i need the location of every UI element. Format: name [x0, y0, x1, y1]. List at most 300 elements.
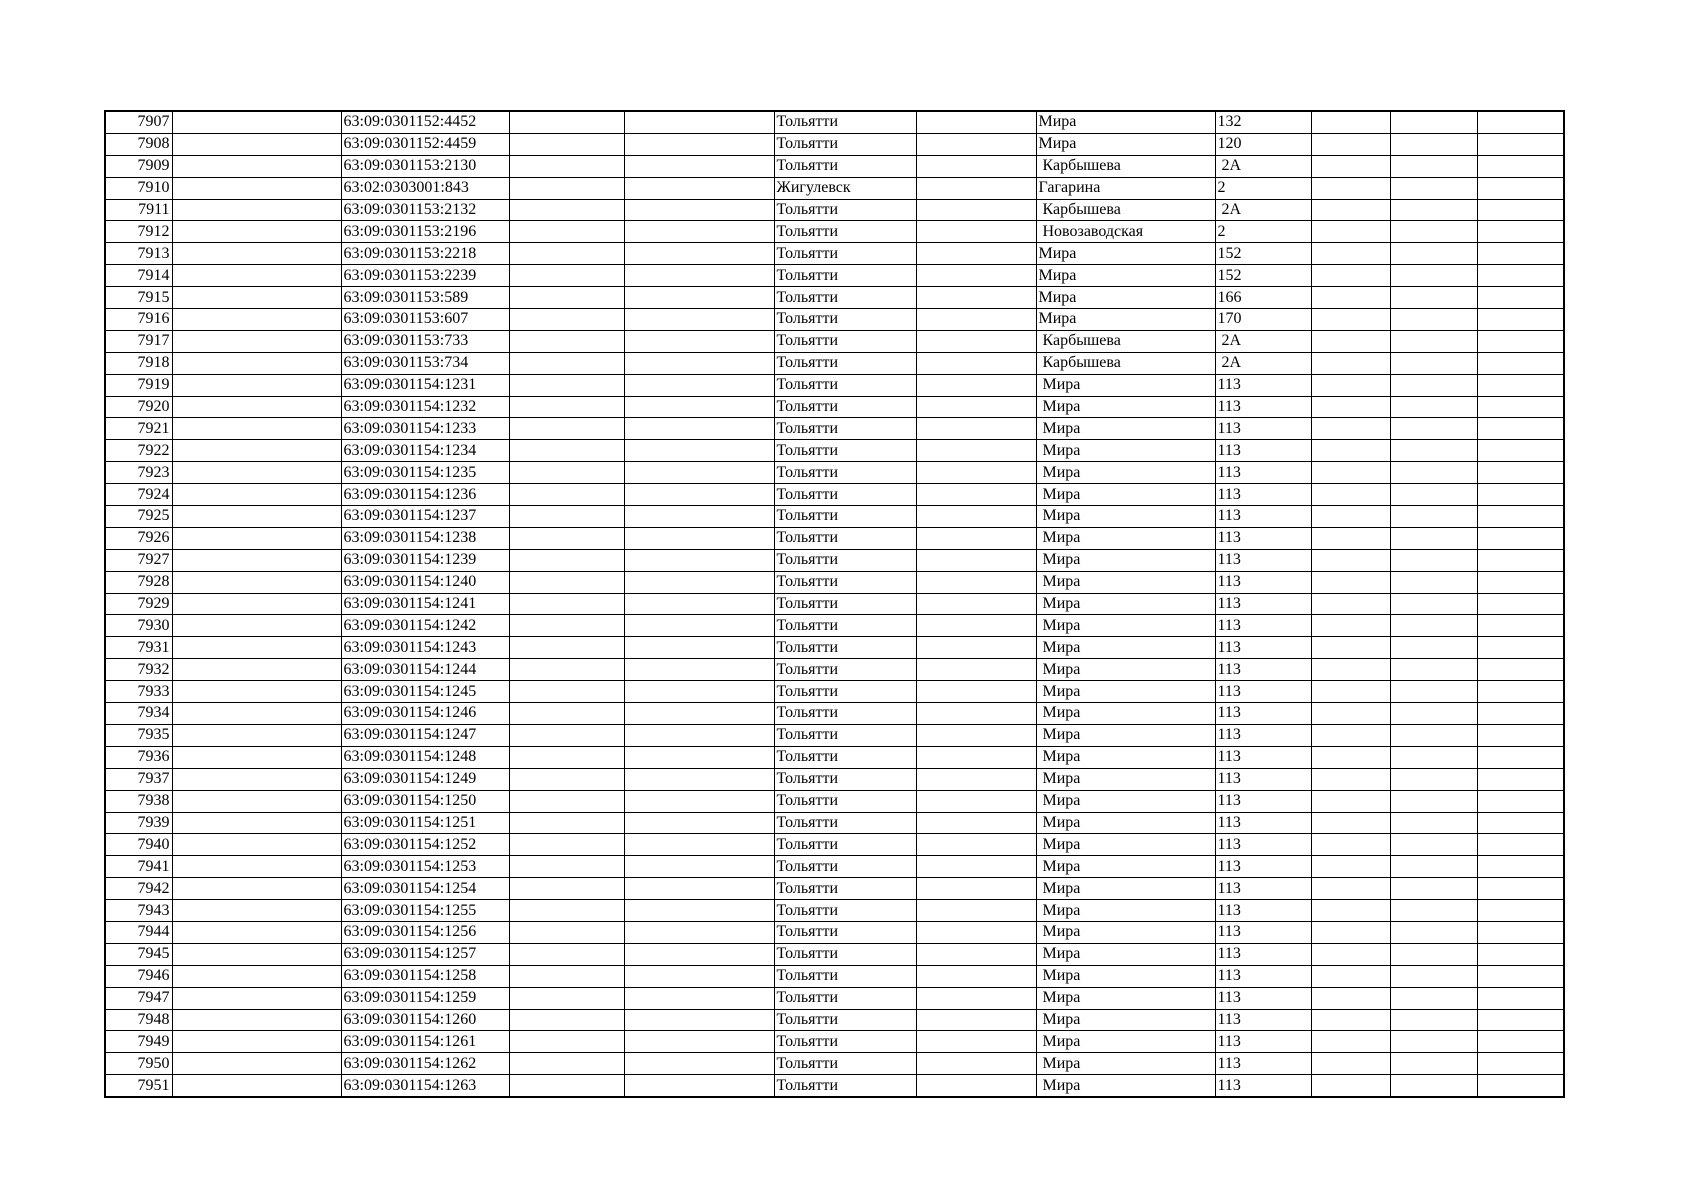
empty-cell [509, 703, 624, 725]
empty-cell [509, 571, 624, 593]
empty-cell [916, 133, 1036, 155]
empty-cell [172, 506, 341, 528]
city-cell: Тольятти [774, 1031, 916, 1053]
city-cell: Тольятти [774, 440, 916, 462]
cadastral-number-cell: 63:09:0301154:1236 [341, 484, 509, 506]
city-cell: Тольятти [774, 1009, 916, 1031]
empty-cell [916, 637, 1036, 659]
street-cell: Мира [1036, 615, 1215, 637]
table-row [105, 484, 1564, 506]
house-cell: 2А [1215, 155, 1311, 177]
house-cell: 113 [1215, 659, 1311, 681]
cadastral-number-cell: 63:09:0301153:589 [341, 287, 509, 309]
city-cell: Тольятти [774, 615, 916, 637]
city-cell: Тольятти [774, 637, 916, 659]
house-cell: 113 [1215, 374, 1311, 396]
empty-cell [1390, 1009, 1477, 1031]
empty-cell [916, 921, 1036, 943]
table-row [105, 900, 1564, 922]
table-row [105, 506, 1564, 528]
empty-cell [509, 965, 624, 987]
empty-cell [1311, 177, 1390, 199]
table-row [105, 681, 1564, 703]
street-cell: Мира [1036, 943, 1215, 965]
empty-cell [172, 768, 341, 790]
row-number-cell: 7917 [105, 330, 172, 352]
street-cell: Карбышева [1036, 155, 1215, 177]
house-cell: 113 [1215, 549, 1311, 571]
house-cell: 152 [1215, 265, 1311, 287]
empty-cell [172, 746, 341, 768]
empty-cell [172, 221, 341, 243]
empty-cell [624, 856, 774, 878]
cadastral-number-cell: 63:09:0301154:1251 [341, 812, 509, 834]
table-row [105, 243, 1564, 265]
house-cell: 132 [1215, 111, 1311, 133]
table-body [105, 111, 1564, 1097]
street-cell: Мира [1036, 921, 1215, 943]
table-row [105, 133, 1564, 155]
empty-cell [1390, 834, 1477, 856]
empty-cell [1477, 418, 1564, 440]
house-cell: 113 [1215, 615, 1311, 637]
row-number-cell: 7941 [105, 856, 172, 878]
house-cell: 113 [1215, 921, 1311, 943]
empty-cell [509, 681, 624, 703]
house-cell: 113 [1215, 571, 1311, 593]
empty-cell [916, 352, 1036, 374]
empty-cell [1477, 834, 1564, 856]
table-row [105, 309, 1564, 331]
empty-cell [1477, 155, 1564, 177]
street-cell: Мира [1036, 900, 1215, 922]
empty-cell [1311, 396, 1390, 418]
empty-cell [1390, 549, 1477, 571]
table-row [105, 790, 1564, 812]
empty-cell [1311, 724, 1390, 746]
empty-cell [172, 790, 341, 812]
table-row [105, 637, 1564, 659]
empty-cell [1477, 943, 1564, 965]
empty-cell [172, 396, 341, 418]
empty-cell [1477, 527, 1564, 549]
street-cell: Мира [1036, 1075, 1215, 1097]
street-cell: Мира [1036, 243, 1215, 265]
empty-cell [1477, 681, 1564, 703]
cadastral-number-cell: 63:09:0301154:1253 [341, 856, 509, 878]
empty-cell [1390, 199, 1477, 221]
empty-cell [509, 265, 624, 287]
empty-cell [1477, 856, 1564, 878]
empty-cell [509, 111, 624, 133]
city-cell: Тольятти [774, 330, 916, 352]
empty-cell [1390, 440, 1477, 462]
street-cell: Мира [1036, 878, 1215, 900]
row-number-cell: 7940 [105, 834, 172, 856]
city-cell: Тольятти [774, 133, 916, 155]
cadastral-number-cell: 63:09:0301154:1260 [341, 1009, 509, 1031]
empty-cell [1390, 177, 1477, 199]
empty-cell [1390, 878, 1477, 900]
empty-cell [1477, 549, 1564, 571]
empty-cell [1390, 243, 1477, 265]
empty-cell [916, 1009, 1036, 1031]
row-number-cell: 7911 [105, 199, 172, 221]
street-cell: Мира [1036, 856, 1215, 878]
empty-cell [1390, 571, 1477, 593]
cadastral-number-cell: 63:09:0301154:1256 [341, 921, 509, 943]
empty-cell [624, 1053, 774, 1075]
empty-cell [509, 549, 624, 571]
house-cell: 113 [1215, 834, 1311, 856]
city-cell: Тольятти [774, 1053, 916, 1075]
cadastral-number-cell: 63:09:0301154:1262 [341, 1053, 509, 1075]
empty-cell [1311, 221, 1390, 243]
empty-cell [1477, 921, 1564, 943]
row-number-cell: 7950 [105, 1053, 172, 1075]
empty-cell [509, 484, 624, 506]
row-number-cell: 7913 [105, 243, 172, 265]
empty-cell [172, 878, 341, 900]
empty-cell [916, 418, 1036, 440]
table-row [105, 812, 1564, 834]
empty-cell [172, 330, 341, 352]
row-number-cell: 7919 [105, 374, 172, 396]
row-number-cell: 7920 [105, 396, 172, 418]
city-cell: Тольятти [774, 484, 916, 506]
empty-cell [1390, 900, 1477, 922]
table-row [105, 287, 1564, 309]
empty-cell [1311, 834, 1390, 856]
empty-cell [1390, 309, 1477, 331]
empty-cell [916, 243, 1036, 265]
empty-cell [624, 374, 774, 396]
street-cell: Мира [1036, 309, 1215, 331]
house-cell: 113 [1215, 724, 1311, 746]
empty-cell [624, 199, 774, 221]
empty-cell [1477, 352, 1564, 374]
row-number-cell: 7922 [105, 440, 172, 462]
empty-cell [1477, 659, 1564, 681]
row-number-cell: 7921 [105, 418, 172, 440]
house-cell: 2 [1215, 221, 1311, 243]
cadastral-number-cell: 63:09:0301154:1255 [341, 900, 509, 922]
street-cell: Мира [1036, 111, 1215, 133]
city-cell: Тольятти [774, 374, 916, 396]
empty-cell [172, 374, 341, 396]
row-number-cell: 7930 [105, 615, 172, 637]
empty-cell [624, 396, 774, 418]
cadastral-number-cell: 63:09:0301154:1233 [341, 418, 509, 440]
empty-cell [916, 878, 1036, 900]
empty-cell [1477, 768, 1564, 790]
registry-table [104, 110, 1565, 1098]
street-cell: Мира [1036, 418, 1215, 440]
city-cell: Тольятти [774, 593, 916, 615]
empty-cell [1477, 330, 1564, 352]
empty-cell [916, 681, 1036, 703]
house-cell: 113 [1215, 790, 1311, 812]
cadastral-number-cell: 63:09:0301153:2239 [341, 265, 509, 287]
table-row [105, 462, 1564, 484]
house-cell: 113 [1215, 965, 1311, 987]
table-row [105, 878, 1564, 900]
cadastral-number-cell: 63:09:0301154:1252 [341, 834, 509, 856]
house-cell: 113 [1215, 878, 1311, 900]
empty-cell [509, 878, 624, 900]
empty-cell [624, 812, 774, 834]
empty-cell [916, 111, 1036, 133]
cadastral-number-cell: 63:09:0301154:1238 [341, 527, 509, 549]
empty-cell [916, 987, 1036, 1009]
empty-cell [509, 790, 624, 812]
house-cell: 113 [1215, 418, 1311, 440]
empty-cell [1311, 987, 1390, 1009]
empty-cell [1477, 1009, 1564, 1031]
empty-cell [1311, 1009, 1390, 1031]
empty-cell [172, 1031, 341, 1053]
empty-cell [916, 199, 1036, 221]
table-row [105, 856, 1564, 878]
table-row [105, 221, 1564, 243]
empty-cell [1477, 746, 1564, 768]
empty-cell [1390, 330, 1477, 352]
table-row [105, 111, 1564, 133]
empty-cell [1477, 615, 1564, 637]
empty-cell [509, 1053, 624, 1075]
empty-cell [172, 637, 341, 659]
empty-cell [172, 111, 341, 133]
row-number-cell: 7931 [105, 637, 172, 659]
house-cell: 113 [1215, 987, 1311, 1009]
house-cell: 113 [1215, 681, 1311, 703]
empty-cell [1311, 527, 1390, 549]
table-row [105, 724, 1564, 746]
street-cell: Мира [1036, 571, 1215, 593]
empty-cell [624, 1075, 774, 1097]
house-cell: 2А [1215, 199, 1311, 221]
empty-cell [1311, 878, 1390, 900]
city-cell: Тольятти [774, 768, 916, 790]
empty-cell [624, 221, 774, 243]
empty-cell [172, 309, 341, 331]
empty-cell [509, 593, 624, 615]
house-cell: 2А [1215, 352, 1311, 374]
empty-cell [916, 484, 1036, 506]
cadastral-number-cell: 63:09:0301154:1261 [341, 1031, 509, 1053]
empty-cell [1477, 506, 1564, 528]
empty-cell [624, 462, 774, 484]
house-cell: 2 [1215, 177, 1311, 199]
empty-cell [1311, 790, 1390, 812]
empty-cell [1477, 396, 1564, 418]
empty-cell [1390, 1075, 1477, 1097]
empty-cell [1390, 506, 1477, 528]
cadastral-number-cell: 63:09:0301154:1244 [341, 659, 509, 681]
empty-cell [1311, 768, 1390, 790]
empty-cell [624, 703, 774, 725]
table-row [105, 965, 1564, 987]
empty-cell [509, 637, 624, 659]
empty-cell [1311, 155, 1390, 177]
empty-cell [624, 177, 774, 199]
street-cell: Мира [1036, 724, 1215, 746]
house-cell: 113 [1215, 462, 1311, 484]
empty-cell [1311, 615, 1390, 637]
row-number-cell: 7947 [105, 987, 172, 1009]
empty-cell [624, 484, 774, 506]
house-cell: 113 [1215, 1075, 1311, 1097]
empty-cell [1477, 484, 1564, 506]
empty-cell [624, 265, 774, 287]
empty-cell [509, 287, 624, 309]
empty-cell [172, 287, 341, 309]
empty-cell [916, 177, 1036, 199]
empty-cell [1311, 746, 1390, 768]
row-number-cell: 7943 [105, 900, 172, 922]
row-number-cell: 7912 [105, 221, 172, 243]
empty-cell [172, 965, 341, 987]
house-cell: 113 [1215, 943, 1311, 965]
empty-cell [1390, 418, 1477, 440]
empty-cell [1311, 287, 1390, 309]
empty-cell [172, 484, 341, 506]
empty-cell [1477, 1053, 1564, 1075]
street-cell: Мира [1036, 549, 1215, 571]
empty-cell [1477, 703, 1564, 725]
street-cell: Карбышева [1036, 330, 1215, 352]
empty-cell [1477, 111, 1564, 133]
cadastral-number-cell: 63:09:0301154:1235 [341, 462, 509, 484]
empty-cell [509, 746, 624, 768]
city-cell: Тольятти [774, 943, 916, 965]
empty-cell [624, 615, 774, 637]
street-cell: Мира [1036, 506, 1215, 528]
empty-cell [624, 987, 774, 1009]
empty-cell [916, 593, 1036, 615]
city-cell: Тольятти [774, 834, 916, 856]
empty-cell [172, 462, 341, 484]
empty-cell [624, 155, 774, 177]
street-cell: Новозаводская [1036, 221, 1215, 243]
house-cell: 113 [1215, 593, 1311, 615]
table-row [105, 746, 1564, 768]
empty-cell [509, 615, 624, 637]
street-cell: Мира [1036, 965, 1215, 987]
city-cell: Тольятти [774, 965, 916, 987]
table-row [105, 527, 1564, 549]
house-cell: 113 [1215, 856, 1311, 878]
city-cell: Тольятти [774, 243, 916, 265]
street-cell: Мира [1036, 637, 1215, 659]
street-cell: Мира [1036, 265, 1215, 287]
empty-cell [1311, 418, 1390, 440]
row-number-cell: 7909 [105, 155, 172, 177]
empty-cell [509, 177, 624, 199]
city-cell: Тольятти [774, 527, 916, 549]
empty-cell [1477, 987, 1564, 1009]
empty-cell [624, 659, 774, 681]
table-row [105, 703, 1564, 725]
empty-cell [916, 571, 1036, 593]
row-number-cell: 7944 [105, 921, 172, 943]
row-number-cell: 7935 [105, 724, 172, 746]
empty-cell [1311, 484, 1390, 506]
city-cell: Тольятти [774, 812, 916, 834]
empty-cell [172, 418, 341, 440]
house-cell: 113 [1215, 506, 1311, 528]
empty-cell [1477, 221, 1564, 243]
empty-cell [624, 724, 774, 746]
cadastral-number-cell: 63:09:0301154:1234 [341, 440, 509, 462]
city-cell: Тольятти [774, 352, 916, 374]
empty-cell [624, 506, 774, 528]
table-row [105, 921, 1564, 943]
city-cell: Тольятти [774, 856, 916, 878]
empty-cell [1477, 571, 1564, 593]
cadastral-number-cell: 63:09:0301154:1254 [341, 878, 509, 900]
city-cell: Тольятти [774, 418, 916, 440]
cadastral-number-cell: 63:02:0303001:843 [341, 177, 509, 199]
row-number-cell: 7946 [105, 965, 172, 987]
city-cell: Тольятти [774, 659, 916, 681]
empty-cell [624, 943, 774, 965]
row-number-cell: 7932 [105, 659, 172, 681]
city-cell: Тольятти [774, 111, 916, 133]
empty-cell [1311, 309, 1390, 331]
empty-cell [509, 330, 624, 352]
street-cell: Мира [1036, 1053, 1215, 1075]
cadastral-number-cell: 63:09:0301154:1237 [341, 506, 509, 528]
empty-cell [1311, 943, 1390, 965]
street-cell: Мира [1036, 703, 1215, 725]
empty-cell [1477, 593, 1564, 615]
city-cell: Тольятти [774, 681, 916, 703]
house-cell: 113 [1215, 1031, 1311, 1053]
empty-cell [1390, 812, 1477, 834]
empty-cell [509, 352, 624, 374]
city-cell: Тольятти [774, 287, 916, 309]
cadastral-number-cell: 63:09:0301154:1232 [341, 396, 509, 418]
table-row [105, 987, 1564, 1009]
city-cell: Тольятти [774, 199, 916, 221]
street-cell: Мира [1036, 659, 1215, 681]
empty-cell [916, 287, 1036, 309]
empty-cell [1311, 133, 1390, 155]
street-cell: Мира [1036, 681, 1215, 703]
street-cell: Мира [1036, 1009, 1215, 1031]
empty-cell [1390, 746, 1477, 768]
empty-cell [1477, 812, 1564, 834]
empty-cell [1390, 987, 1477, 1009]
empty-cell [1477, 965, 1564, 987]
empty-cell [509, 1031, 624, 1053]
city-cell: Тольятти [774, 878, 916, 900]
cadastral-number-cell: 63:09:0301154:1245 [341, 681, 509, 703]
empty-cell [624, 287, 774, 309]
empty-cell [1390, 396, 1477, 418]
row-number-cell: 7939 [105, 812, 172, 834]
empty-cell [916, 834, 1036, 856]
empty-cell [509, 943, 624, 965]
row-number-cell: 7907 [105, 111, 172, 133]
row-number-cell: 7923 [105, 462, 172, 484]
empty-cell [172, 834, 341, 856]
empty-cell [916, 374, 1036, 396]
empty-cell [916, 1031, 1036, 1053]
empty-cell [916, 724, 1036, 746]
empty-cell [172, 856, 341, 878]
